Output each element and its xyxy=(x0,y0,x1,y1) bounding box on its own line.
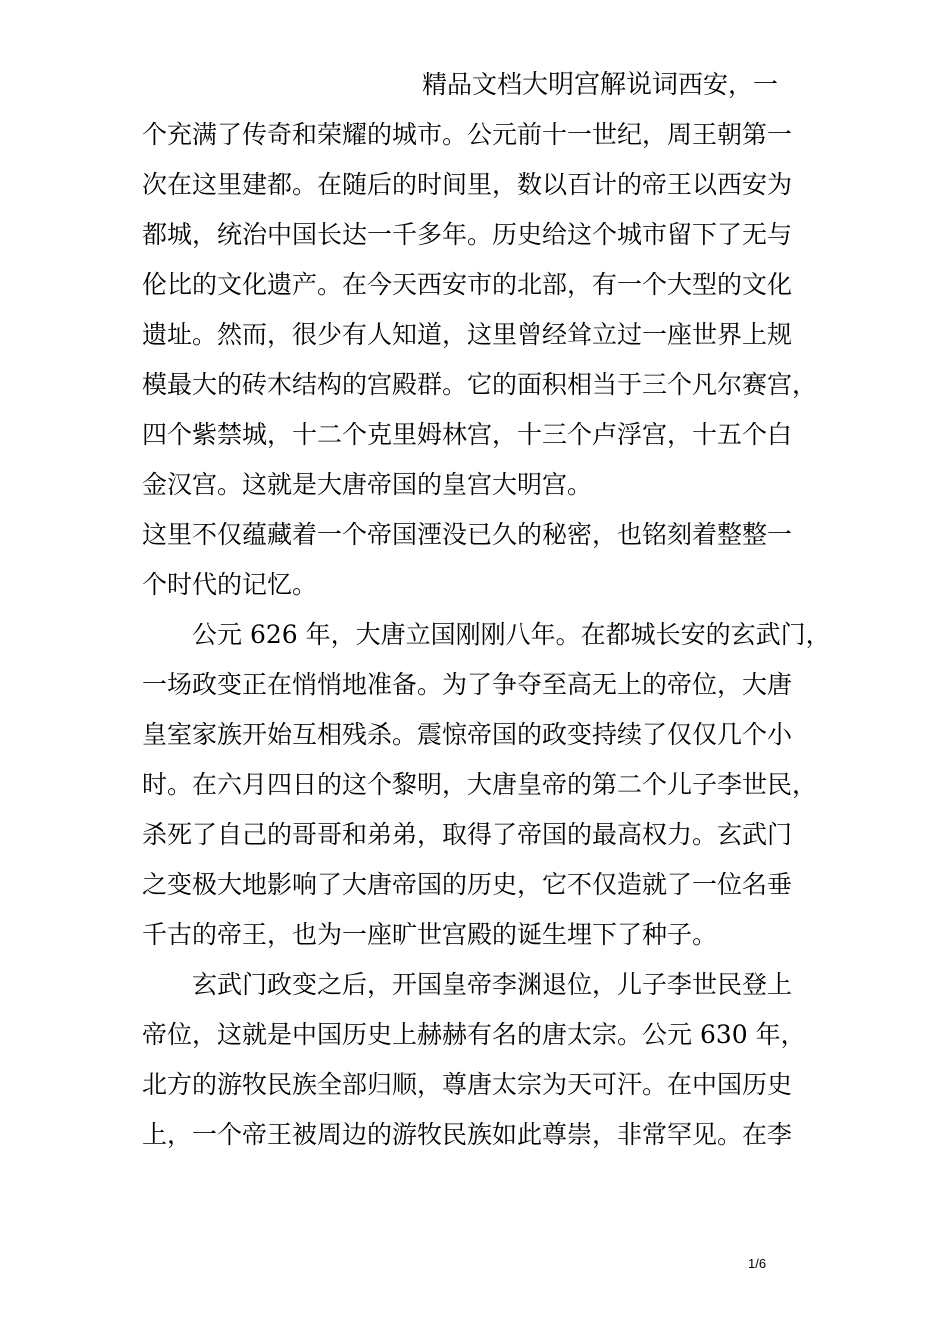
text-line: 一场政变正在悄悄地准备。为了争夺至高无上的帝位，大唐 xyxy=(142,670,793,699)
first-words: 西安，一 xyxy=(678,70,779,99)
text-line: 上，一个帝王被周边的游牧民族如此尊崇，非常罕见。在李 xyxy=(142,1120,793,1149)
text-line: 个充满了传奇和荣耀的城市。公元前十一世纪，周王朝第一 xyxy=(142,120,793,149)
text-line: 都城，统治中国长达一千多年。历史给这个城市留下了无与 xyxy=(142,220,793,249)
text-line: 皇室家族开始互相残杀。震惊帝国的政变持续了仅仅几个小 xyxy=(142,720,793,749)
header-line xyxy=(142,60,812,110)
document-title: 大明宫解说词 xyxy=(522,70,679,100)
text-line: 个时代的记忆。 xyxy=(142,570,318,599)
text-line: 杀死了自己的哥哥和弟弟，取得了帝国的最高权力。玄武门 xyxy=(142,820,793,849)
text-line: 之变极大地影响了大唐帝国的历史，它不仅造就了一位名垂 xyxy=(142,870,793,899)
text-line: 玄武门政变之后，开国皇帝李渊退位，儿子李世民登上 xyxy=(192,970,793,999)
header-prefix: 精品文档 xyxy=(422,70,523,99)
text-line: 公元 626 年，大唐立国刚刚八年。在都城长安的玄武门， xyxy=(192,620,831,649)
text-line: 帝位，这就是中国历史上赫赫有名的唐太宗。公元 630 年， xyxy=(142,1020,806,1049)
body-text xyxy=(142,60,831,1160)
text-line: 北方的游牧民族全部归顺，尊唐太宗为天可汗。在中国历史 xyxy=(142,1070,793,1099)
text-line: 四个紫禁城，十二个克里姆林宫，十三个卢浮宫，十五个白 xyxy=(142,420,793,449)
text-line: 金汉宫。这就是大唐帝国的皇宫大明宫。 xyxy=(142,470,593,499)
page-number: 1/6 xyxy=(748,1256,767,1271)
text-line: 这里不仅蕴藏着一个帝国湮没已久的秘密，也铭刻着整整一 xyxy=(142,520,793,549)
text-line: 次在这里建都。在随后的时间里，数以百计的帝王以西安为 xyxy=(142,170,793,199)
text-line: 千古的帝王，也为一座旷世宫殿的诞生埋下了种子。 xyxy=(142,920,718,949)
text-line: 模最大的砖木结构的宫殿群。它的面积相当于三个凡尔赛宫， xyxy=(142,370,818,399)
text-line: 伦比的文化遗产。在今天西安市的北部，有一个大型的文化 xyxy=(142,270,793,299)
text-line: 时。在六月四日的这个黎明，大唐皇帝的第二个儿子李世民， xyxy=(142,770,818,799)
text-line: 遗址。然而，很少有人知道，这里曾经耸立过一座世界上规 xyxy=(142,320,793,349)
